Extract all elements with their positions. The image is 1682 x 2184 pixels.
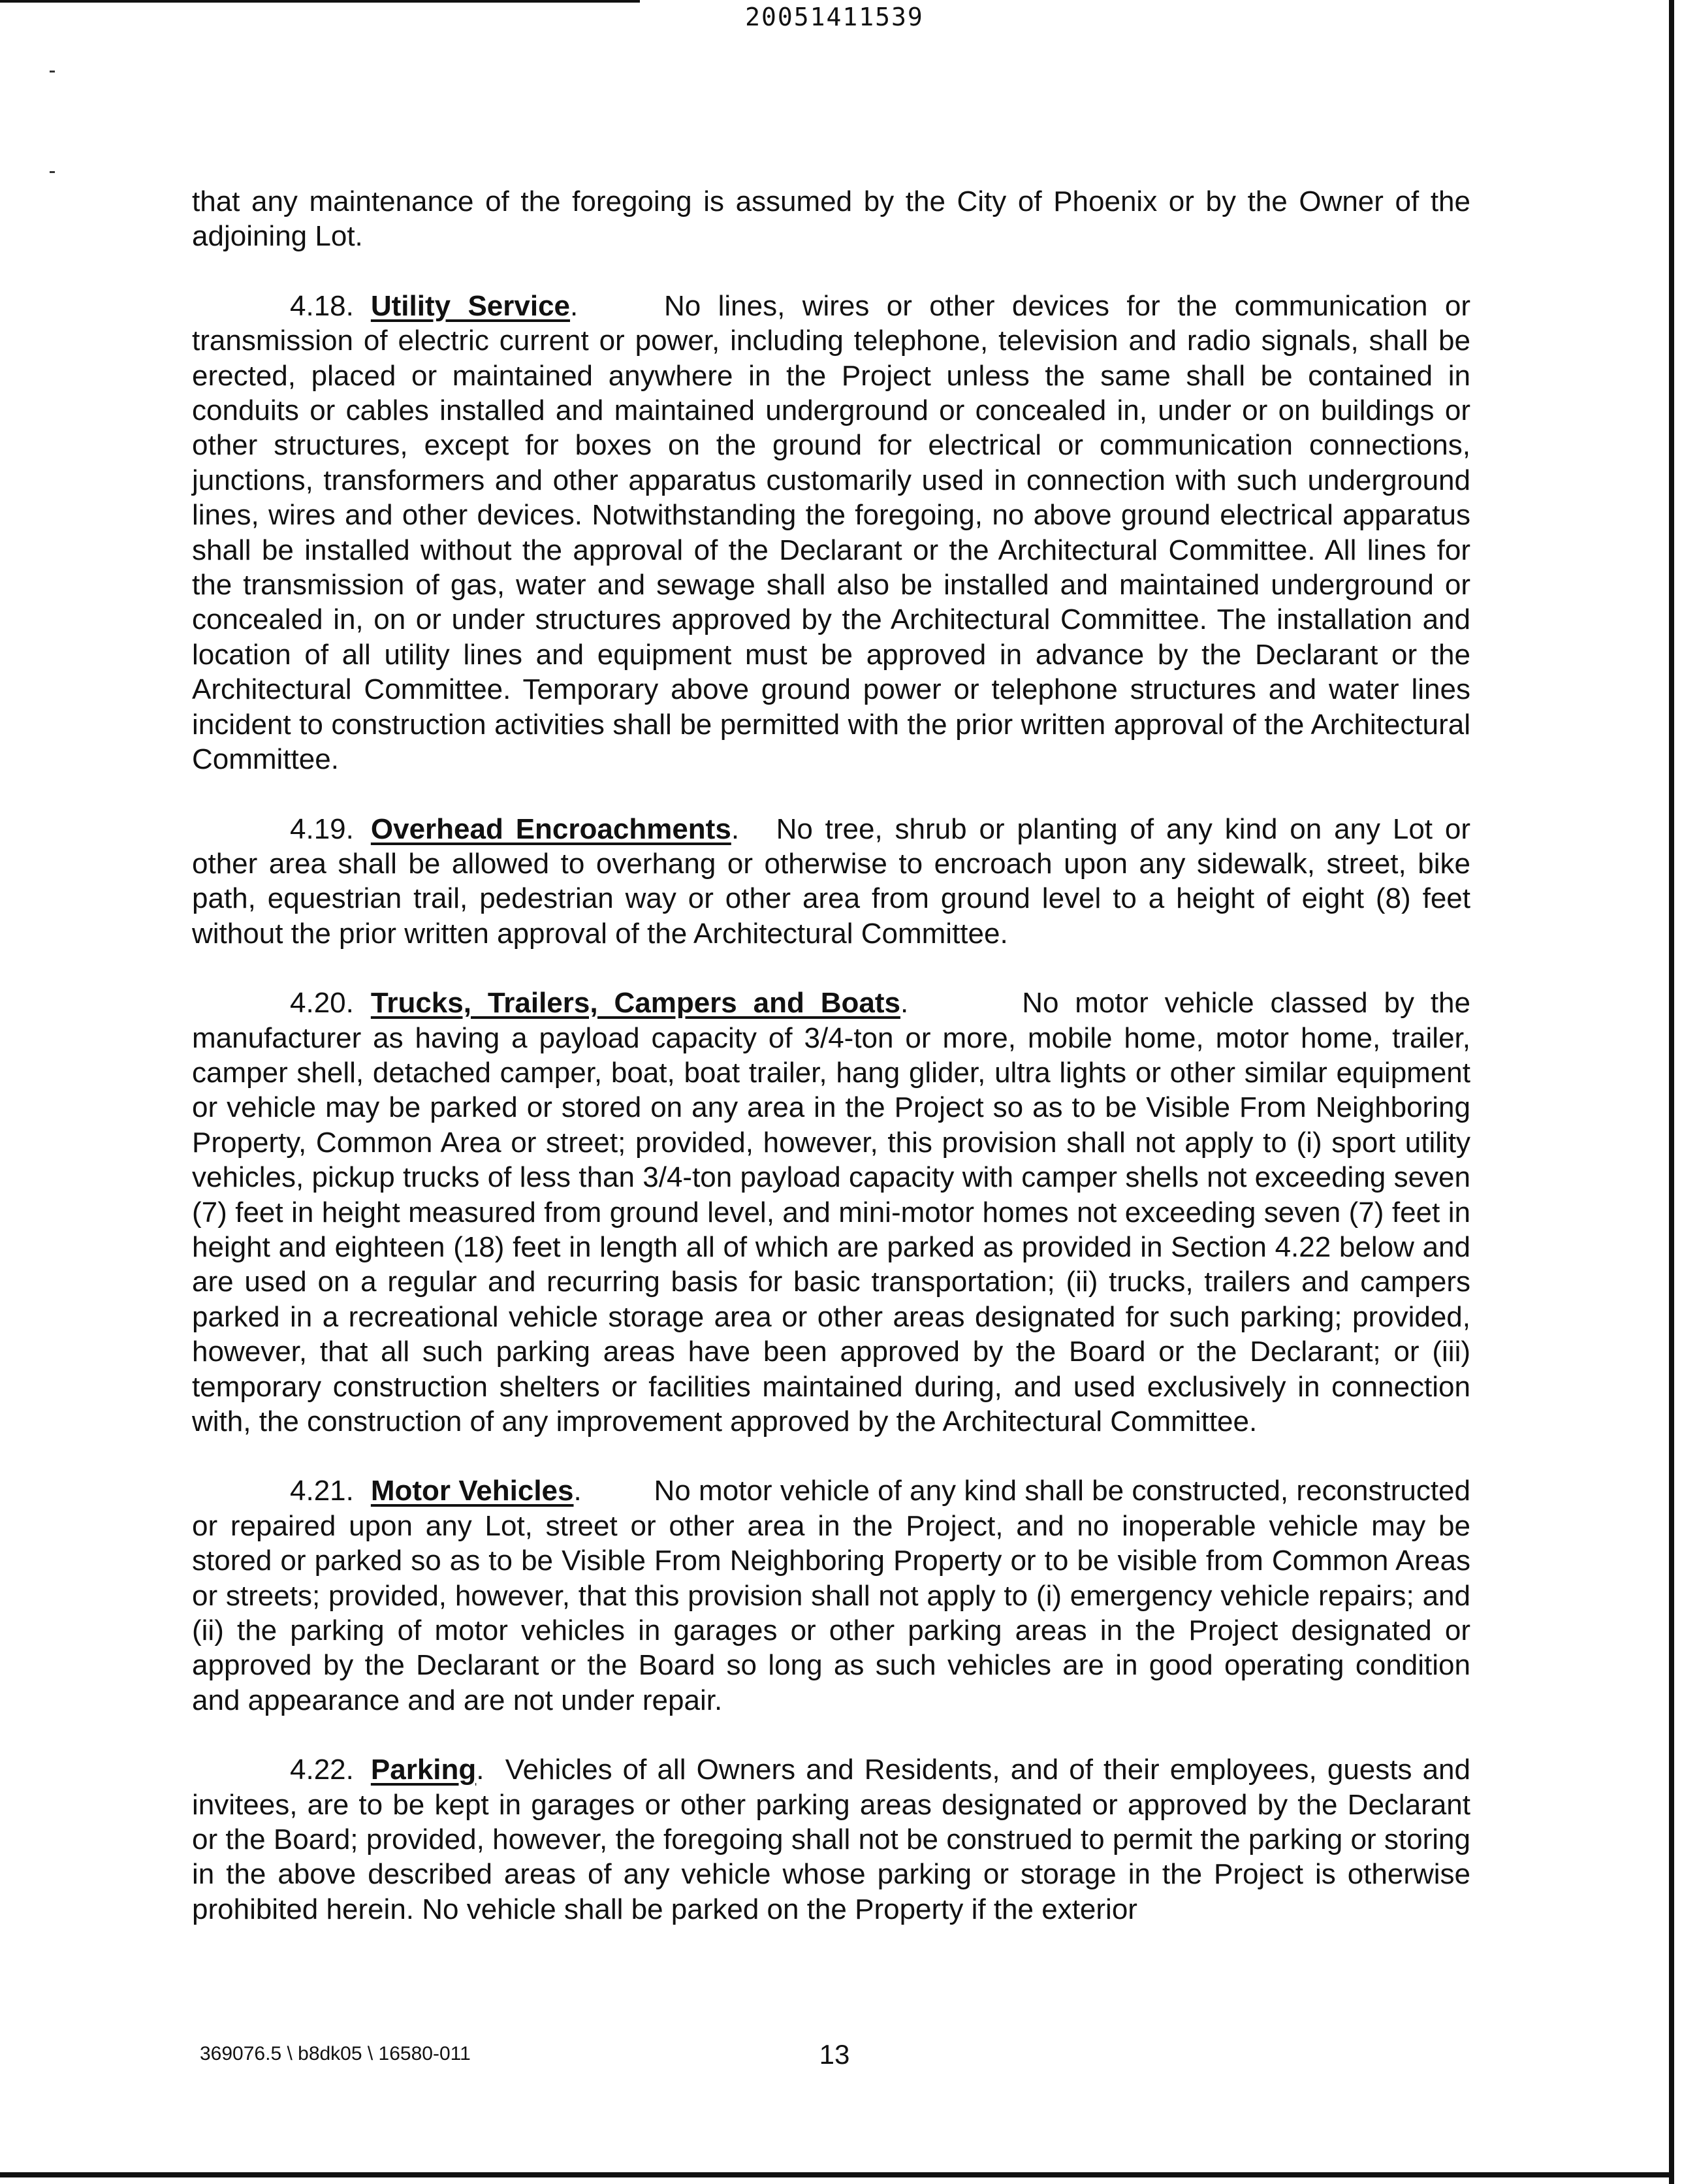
section-heading: Trucks, Trailers, Campers and Boats: [370, 987, 900, 1020]
right-border-line: [1669, 0, 1674, 2184]
recording-number: 20051411539: [745, 3, 924, 31]
section-number: 4.19.: [290, 812, 354, 845]
section-heading: Motor Vehicles: [370, 1475, 574, 1507]
bottom-border-line: [0, 2172, 1674, 2177]
section-heading: Parking: [370, 1754, 477, 1786]
section-4-18: 4.18. Utility Service. No lines, wires or other devices for the communication or transmission of electric current or power, including telephone, television and radio signals, shall be erected, placed or maintained anywhere in the Project unless the same shall be contained in conduits or cables installed and maintained underground or concealed in, under or on buildings or other structures, except for boxes on the ground for electrical or communication connections, junctions, transformers and other apparatus customarily used in connection with such underground lines, wires and other devices. Notwithstanding the foregoing, no above ground electrical apparatus shall be installed without the approval of the Declarant or the Architectural Committee. All lines for the transmission of gas, water and sewage shall also be installed and maintained underground or concealed in, on or under structures approved by the Architectural Committee. The installation and location of all utility lines and equipment must be approved in advance by the Declarant or the Architectural Committee. Temporary above ground power or telephone structures and water lines incident to construction activities shall be permitted with the prior written approval of the Architectural Committee.: [192, 289, 1470, 776]
section-number: 4.21.: [290, 1475, 354, 1507]
section-4-22: 4.22. Parking. Vehicles of all Owners and Residents, and of their employees, guests and invitees, are to be kept in garages or other parking areas designated or approved by the Declarant or the Board; provided, however, the foregoing shall not be construed to permit the parking or storing in the above described areas of any vehicle whose parking or storage in the Project is otherwise prohibited herein. No vehicle shall be parked on the Property if the exterior: [192, 1754, 1470, 1925]
section-heading: Overhead Encroachments: [370, 812, 731, 845]
section-text: No lines, wires or other devices for the communication or transmission of electric current or power, including telephone, television and radio signals, shall be erected, placed or maintained anywhere in the Project unless the same shall be contained in conduits or cables installed and maintained underground or concealed in, under or on buildings or other structures, except for boxes on the ground for electrical or communication connections, junctions, transformers and other apparatus customarily used in connection with such underground lines, wires and other devices. Notwithstanding the foregoing, no above ground electrical apparatus shall be installed without the approval of the Declarant or the Architectural Committee. All lines for the transmission of gas, water and sewage shall also be installed and maintained underground or concealed in, on or under structures approved by the Architectural Committee. The installation and location of all utility lines and equipment must be approved in advance by the Declarant or the Architectural Committee. Temporary above ground power or telephone structures and water lines incident to construction activities shall be permitted with the prior written approval of the Architectural Committee.: [192, 289, 1470, 776]
section-heading: Utility Service: [370, 289, 571, 322]
section-number: 4.22.: [290, 1754, 354, 1786]
continuation-paragraph: that any maintenance of the foregoing is assumed by the City of Phoenix or by the Owner of the adjoining Lot.: [192, 185, 1470, 253]
section-4-19: 4.19. Overhead Encroachments. No tree, shrub or planting of any kind on any Lot or other area shall be allowed to overhang or otherwise to encroach upon any sidewalk, street, bike path, equestrian trail, pedestrian way or other area from ground level to a height of eight (8) feet without the prior written approval of the Architectural Committee.: [192, 812, 1470, 950]
section-number: 4.20.: [290, 987, 354, 1020]
scan-mark: [50, 171, 55, 173]
scan-mark: [50, 71, 55, 72]
footer-document-id: 369076.5 \ b8dk05 \ 16580-011: [200, 2043, 471, 2064]
section-text: Vehicles of all Owners and Residents, and of their employees, guests and invitees, are to be kept in garages or other parking areas designated or approved by the Declarant or the Board; provided, however, the foregoing shall not be construed to permit the parking or storing in the above described areas of any vehicle whose parking or storage in the Project is otherwise prohibited herein. No vehicle shall be parked on the Property if the exterior: [192, 1754, 1470, 1925]
section-text: No motor vehicle of any kind shall be constructed, reconstructed or repaired upon any Lot, street or other area in the Project, and no inoperable vehicle may be stored or parked so as to be Visible From Neighboring Property or to be visible from Common Areas or streets; provided, however, that this provision shall not apply to (i) emergency vehicle repairs; and (ii) the parking of motor vehicles in garages or other parking areas in the Project designated or approved by the Declarant or the Board so long as such vehicles are in good operating condition and appearance and are not under repair.: [192, 1475, 1470, 1716]
page-number: 13: [819, 2039, 850, 2070]
section-4-20: 4.20. Trucks, Trailers, Campers and Boats. No motor vehicle classed by the manufacturer as having a payload capacity of 3/4-ton or more, mobile home, motor home, trailer, camper shell, detached camper, boat, boat trailer, hang glider, ultra lights or other similar equipment or vehicle may be parked or stored on any area in the Project so as to be Visible From Neighboring Property, Common Area or street; provided, however, this provision shall not apply to (i) sport utility vehicles, pickup trucks of less than 3/4-ton payload capacity with camper shells not exceeding seven (7) feet in height measured from ground level, and mini-motor homes not exceeding seven (7) feet in height and eighteen (18) feet in length all of which are parked as provided in Section 4.22 below and are used on a regular and recurring basis for basic transportation; (ii) trucks, trailers and campers parked in a recreational vehicle storage area or other areas designated for such parking; provided, however, that all such parking areas have been approved by the Board or the Declarant; or (iii) temporary construction shelters or facilities maintained during, and used exclusively in connection with, the construction of any improvement approved by the Architectural Committee.: [192, 987, 1470, 1437]
section-text: No tree, shrub or planting of any kind on any Lot or other area shall be allowed to overhang or otherwise to encroach upon any sidewalk, street, bike path, equestrian trail, pedestrian way or other area from ground level to a height of eight (8) feet without the prior written approval of the Architectural Committee.: [192, 812, 1470, 950]
document-body: [192, 184, 1470, 1961]
section-text: No motor vehicle classed by the manufacturer as having a payload capacity of 3/4-ton or more, mobile home, motor home, trailer, camper shell, detached camper, boat, boat trailer, hang glider, ultra lights or other similar equipment or vehicle may be parked or stored on any area in the Project so as to be Visible From Neighboring Property, Common Area or street; provided, however, this provision shall not apply to (i) sport utility vehicles, pickup trucks of less than 3/4-ton payload capacity with camper shells not exceeding seven (7) feet in height measured from ground level, and mini-motor homes not exceeding seven (7) feet in height and eighteen (18) feet in length all of which are parked as provided in Section 4.22 below and are used on a regular and recurring basis for basic transportation; (ii) trucks, trailers and campers parked in a recreational vehicle storage area or other areas designated for such parking; provided, however, that all such parking areas have been approved by the Board or the Declarant; or (iii) temporary construction shelters or facilities maintained during, and used exclusively in connection with, the construction of any improvement approved by the Architectural Committee.: [192, 987, 1470, 1437]
section-4-21: 4.21. Motor Vehicles. No motor vehicle of any kind shall be constructed, reconstructed or repaired upon any Lot, street or other area in the Project, and no inoperable vehicle may be stored or parked so as to be Visible From Neighboring Property or to be visible from Common Areas or streets; provided, however, that this provision shall not apply to (i) emergency vehicle repairs; and (ii) the parking of motor vehicles in garages or other parking areas in the Project designated or approved by the Declarant or the Board so long as such vehicles are in good operating condition and appearance and are not under repair.: [192, 1475, 1470, 1716]
section-number: 4.18.: [290, 289, 354, 322]
